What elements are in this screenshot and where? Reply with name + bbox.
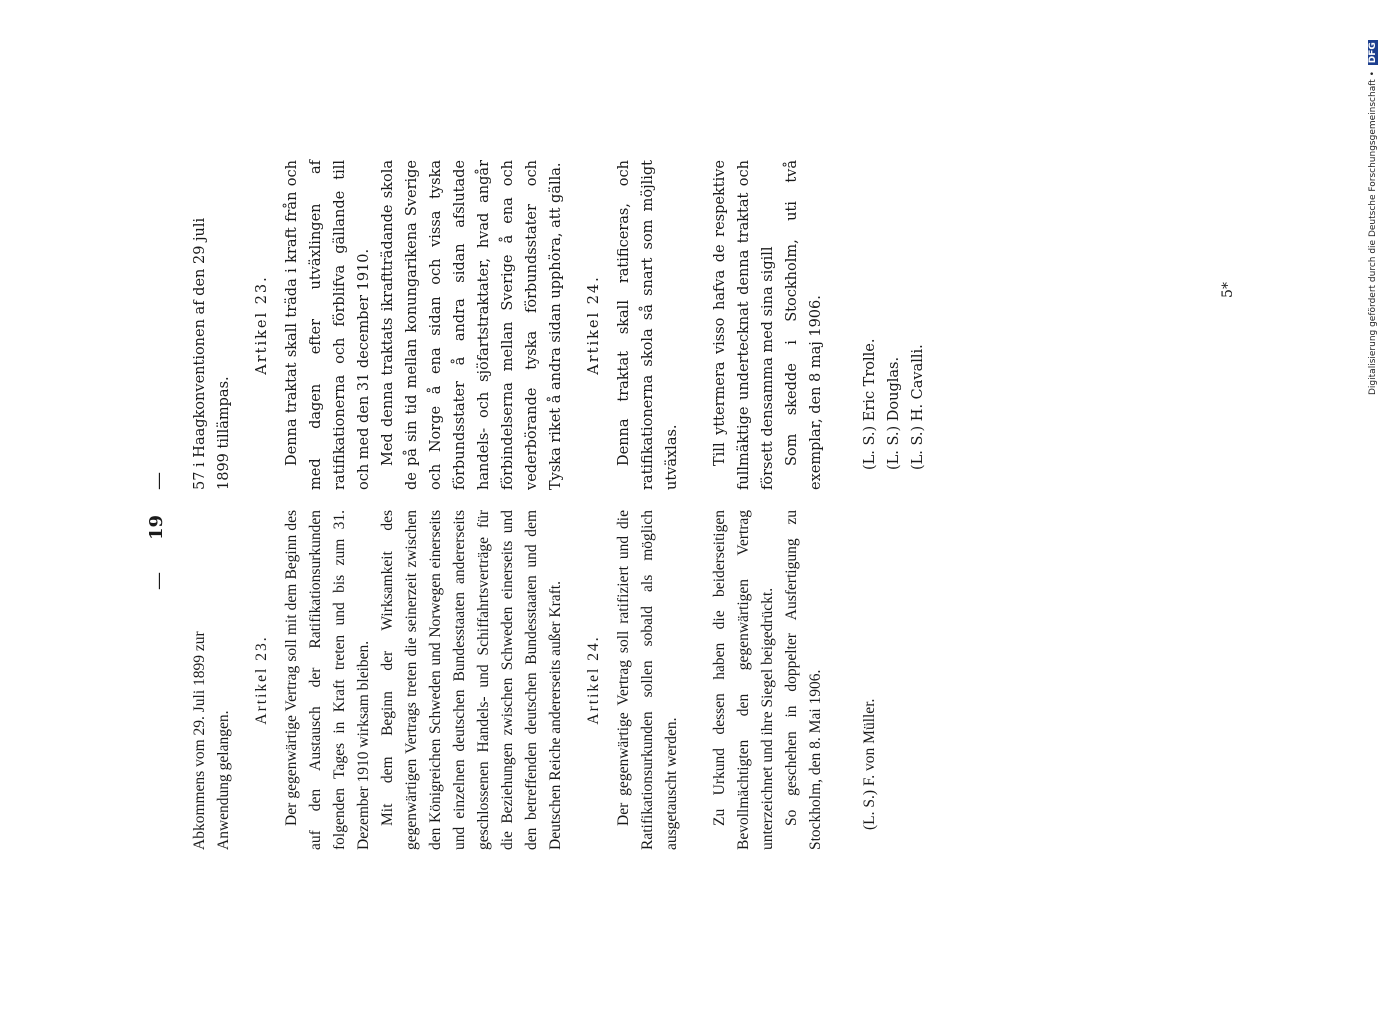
signature-name: Eric Trolle. [862,338,878,422]
swedish-signature-block [858,160,930,490]
signature-name: Douglas. [886,356,902,422]
swedish-closing-p2: Som skedde i Stockholm, uti två exemplar, den 8 maj 1906. [784,160,824,490]
german-art23-title: Artikel 23. [253,635,270,725]
german-closing-p2: So geschehen in doppelter Ausfertigung zu Stockholm, den 8. Mai 1906. [783,510,824,850]
german-column [188,510,882,850]
swedish-closing-p1: Till yttermera visso hafva de respektive fullmäktige undertecknat denna traktat och försett densamma med sina sigill [712,160,776,490]
swedish-signature-row [858,160,882,470]
swedish-art24-title: Artikel 24. [586,275,602,375]
german-intro-line1: Abkommens vom 29. Juli 1899 zur [191,631,208,850]
german-intro-line2: Anwendung gelangen. [215,710,232,850]
swedish-signature-row [906,160,930,470]
dfg-logo: DFG [1368,42,1378,64]
swedish-signature-row [882,160,906,470]
header-dash-left: — [148,572,169,590]
header-dash-right: — [148,472,169,490]
german-art23-p1: Der gegenwärtige Vertrag soll mit dem Beginn des auf den Austausch der Ratifikationsurkunden folgenden Tages in Kraft treten und bis zum 31. Dezember 1910 wirksam bleiben. [283,510,372,850]
german-closing-p1: Zu Urkund dessen haben die beiderseitigen Bevollmächtigten den gegenwärtigen Vertrag unterzeichnet und ihre Siegel beigedrückt. [711,510,776,850]
swedish-art23-p2: Med denna traktats ikraftträdande skola de på sin tid mellan konungarikena Sverige och Norge å ena sidan och vissa tyska förbundsstater å andra sidan afslutade handels- och sjöfartstraktater, hvad angår förbindelserna mellan Sverige å ena och vederbörande tyska förbundsstater och Tyska riket å andra sidan upphöra, att gälla. [380,160,564,490]
signature-seal: (L. S.) [862,425,878,470]
swedish-column [188,160,930,490]
signature-name: H. Cavalli. [910,344,926,422]
swedish-intro-line1: 57 i Haagkonventionen af den 29 juli [192,217,208,490]
signature-seal: (L. S.) [910,425,926,470]
swedish-art23-title: Artikel 23. [254,275,270,375]
german-art24-p1: Der gegenwärtige Vertrag soll ratifiziert und die Ratifikationsurkunden sollen sobald als möglich ausgetauscht werden. [615,510,680,850]
german-art23-p2: Mit dem Beginn der Wirksamkeit des gegenwärtigen Vertrags treten die seinerzeit zwischen den Königreichen Schweden und Norwegen einerseits und einzelnen deutschen Bundesstaaten andererseits geschlossenen Handels- und Schiffahrtsverträge für die Beziehungen zwischen Schweden einerseits und den betreffenden deutschen Bundesstaaten und dem Deutschen Reiche andererseits außer Kraft. [379,510,564,850]
page-number: 19 [146,514,167,540]
german-art24-title: Artikel 24. [585,635,602,725]
swedish-art23-p1: Denna traktat skall träda i kraft från och med dagen efter utväxlingen af ratifikationerna och förblifva gällande till och med den 31 december 1910. [284,160,372,490]
dfg-credit [1368,40,1378,395]
dfg-credit-text: Digitalisierung gefördert durch die Deutsche Forschungsgemeinschaft • [1368,71,1378,395]
signature-mark: 5* [1219,282,1236,298]
german-signature: (L. S.) F. von Müller. [861,698,878,830]
signature-seal: (L. S.) [886,425,902,470]
swedish-intro-line2: 1899 tillämpas. [216,376,232,490]
swedish-art24-p1: Denna traktat skall ratificeras, och ratifikationerna skola så snart som möjligt utväxlas. [616,160,680,490]
rotated-text-block [140,130,1100,1010]
page-header [140,130,180,1010]
